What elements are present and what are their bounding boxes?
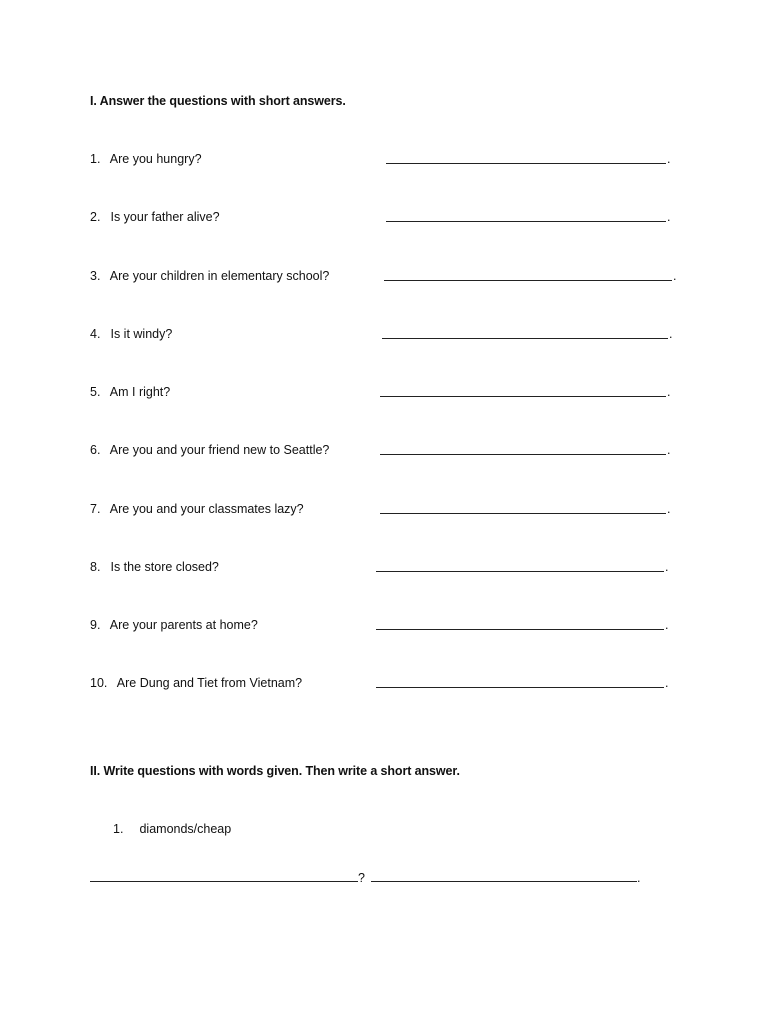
answer-blank[interactable]	[386, 162, 666, 164]
answer-blank[interactable]	[382, 337, 668, 339]
question-number: 9.	[90, 618, 101, 632]
answer-blank[interactable]	[380, 395, 666, 397]
question-number: 4.	[90, 327, 101, 341]
question-number: 8.	[90, 560, 101, 574]
answer-period: .	[667, 385, 671, 399]
prompt-words: diamonds/cheap	[139, 822, 232, 836]
question-text: Is it windy?	[110, 327, 173, 341]
answer-period: .	[665, 676, 669, 690]
prompt-item-1	[113, 822, 231, 836]
answer-blank[interactable]	[376, 570, 664, 572]
question-text: Is the store closed?	[110, 560, 219, 574]
answer-period: .	[669, 327, 673, 341]
answer-period: .	[673, 269, 677, 283]
question-text: Are your parents at home?	[109, 618, 258, 632]
question-4	[90, 327, 690, 347]
answer-blank[interactable]	[380, 512, 666, 514]
answer-blank[interactable]	[376, 686, 664, 688]
question-number: 6.	[90, 443, 101, 457]
question-number: 3.	[90, 269, 101, 283]
answer-period: .	[665, 560, 669, 574]
question-number: 1.	[90, 152, 101, 166]
question-text: Are Dung and Tiet from Vietnam?	[116, 676, 303, 690]
question-text: Am I right?	[109, 385, 171, 399]
question-text: Are you and your friend new to Seattle?	[109, 443, 330, 457]
answer-period: .	[637, 871, 641, 885]
question-1	[90, 152, 690, 172]
question-number: 10.	[90, 676, 108, 690]
question-mark: ?	[358, 871, 365, 885]
question-text: Is your father alive?	[110, 210, 220, 224]
answer-period: .	[667, 210, 671, 224]
answer-blank[interactable]	[386, 220, 666, 222]
question-text: Are you and your classmates lazy?	[109, 502, 304, 516]
write-line-1	[0, 871, 768, 891]
question-6	[90, 443, 690, 463]
question-3	[90, 269, 690, 289]
question-5	[90, 385, 690, 405]
question-text: Are your children in elementary school?	[109, 269, 330, 283]
question-2	[90, 210, 690, 230]
answer-blank[interactable]	[384, 279, 672, 281]
answer-period: .	[667, 502, 671, 516]
answer-period: .	[665, 618, 669, 632]
question-number: 7.	[90, 502, 101, 516]
prompt-number: 1.	[113, 822, 124, 836]
answer-period: .	[667, 443, 671, 457]
question-9	[90, 618, 690, 638]
question-10	[90, 676, 690, 696]
answer-blank[interactable]	[371, 881, 637, 882]
answer-period: .	[667, 152, 671, 166]
answer-blank[interactable]	[380, 453, 666, 455]
question-number: 2.	[90, 210, 101, 224]
question-text: Are you hungry?	[109, 152, 202, 166]
question-blank[interactable]	[90, 881, 358, 882]
question-8	[90, 560, 690, 580]
section-1-heading: I. Answer the questions with short answers.	[90, 94, 346, 108]
question-number: 5.	[90, 385, 101, 399]
answer-blank[interactable]	[376, 628, 664, 630]
question-7	[90, 502, 690, 522]
section-2-heading: II. Write questions with words given. Then write a short answer.	[90, 764, 460, 778]
